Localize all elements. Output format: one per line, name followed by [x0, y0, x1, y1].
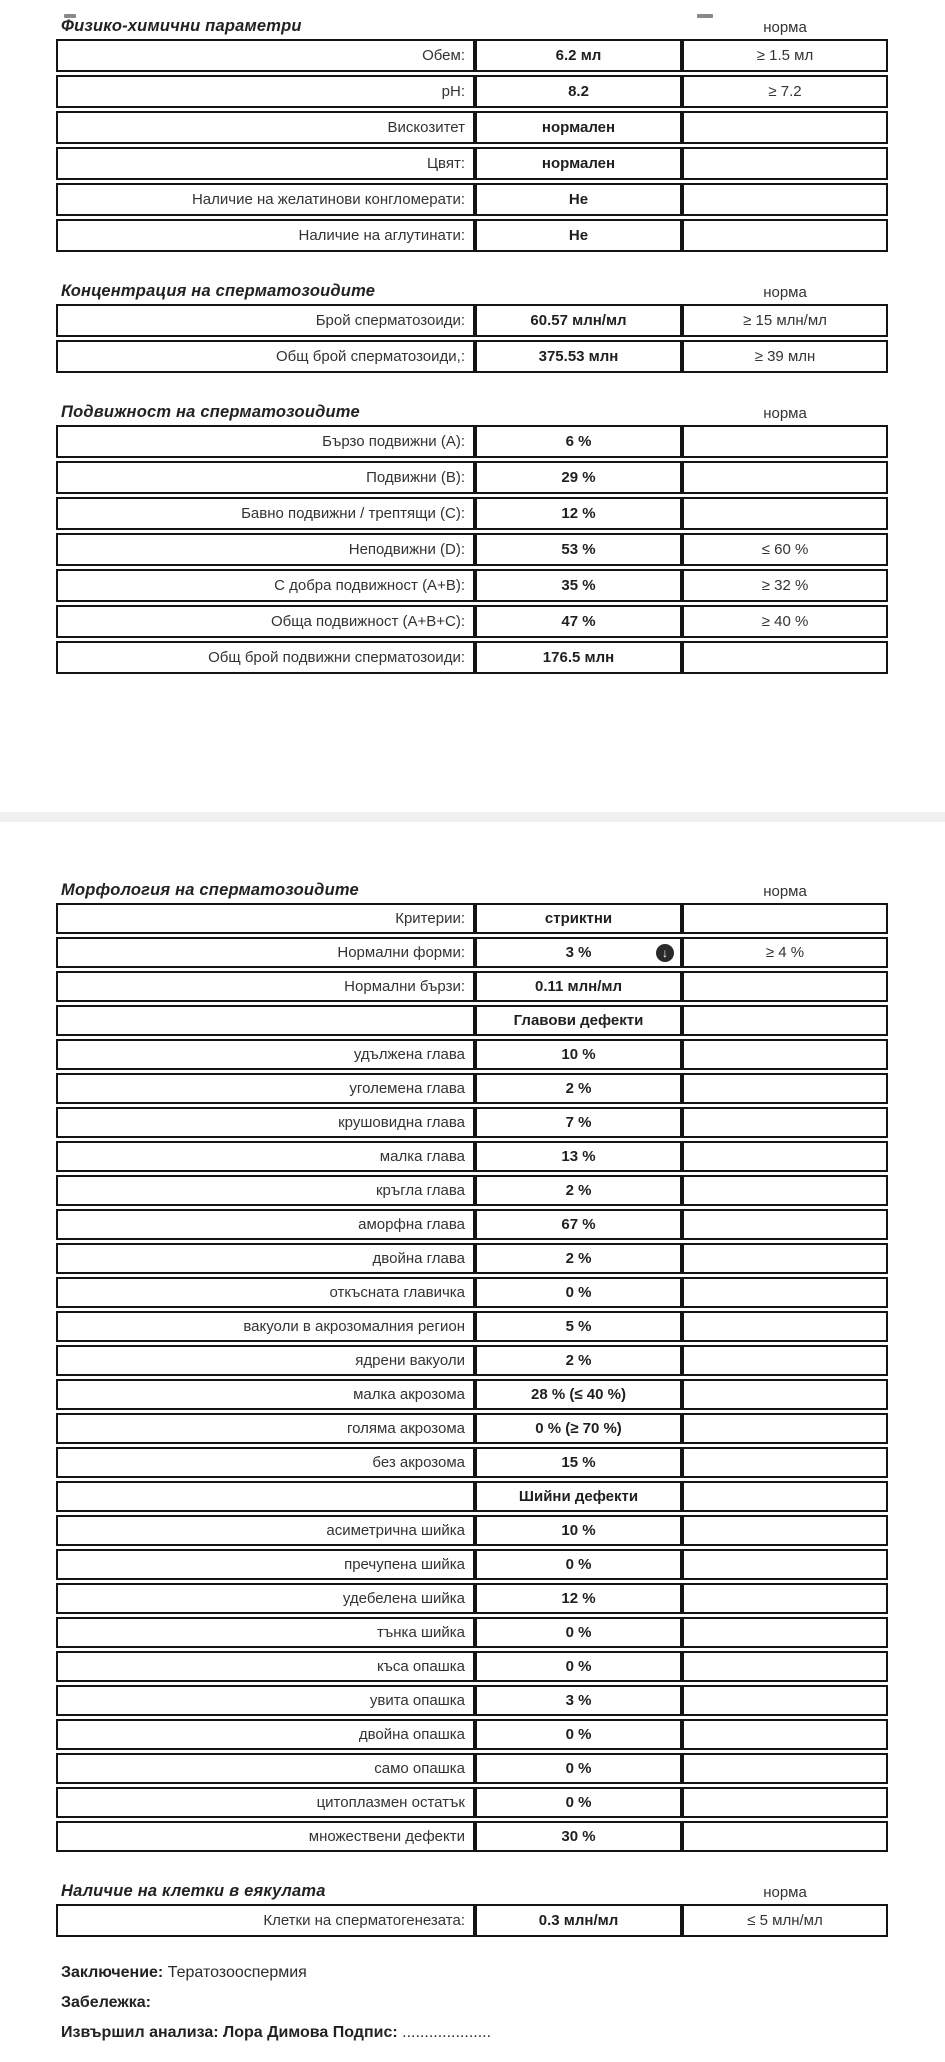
section-header [56, 400, 888, 422]
row-label: без акрозома [56, 1447, 475, 1478]
table-row [56, 1277, 888, 1308]
table-row [56, 1209, 888, 1240]
conclusion-value: Тератозооспермия [167, 1964, 307, 1981]
row-label: Общ брой сперматозоиди,: [56, 340, 475, 373]
row-norm [682, 1141, 888, 1172]
row-norm: ≥ 4 % [682, 937, 888, 968]
section-header [56, 14, 888, 36]
row-label: вакуоли в акрозомалния регион [56, 1311, 475, 1342]
section-title: Концентрация на сперматозоидите [61, 282, 376, 300]
row-value: 47 % [475, 605, 682, 638]
row-label: удебелена шийка [56, 1583, 475, 1614]
row-value: 0 % (≥ 70 %) [475, 1413, 682, 1444]
row-norm [682, 1413, 888, 1444]
row-norm [682, 1311, 888, 1342]
norm-column-header: норма [763, 883, 807, 900]
row-label: Общ брой подвижни сперматозоиди: [56, 641, 475, 674]
row-value: 2 % [475, 1243, 682, 1274]
section-header [56, 878, 888, 900]
row-norm [682, 1005, 888, 1036]
below-norm-arrow-icon: ↓ [656, 944, 674, 962]
table-row [56, 183, 888, 216]
row-norm: ≥ 40 % [682, 605, 888, 638]
conclusion-line [61, 1964, 888, 1982]
norm-column-header: норма [763, 19, 807, 36]
row-value: 35 % [475, 569, 682, 602]
row-value: 3 % ↓ [475, 937, 682, 968]
table-row [56, 1447, 888, 1478]
row-value: 10 % [475, 1039, 682, 1070]
signature-dots-line: .................... [402, 2024, 492, 2041]
row-norm [682, 1583, 888, 1614]
row-label: крушовидна глава [56, 1107, 475, 1138]
row-label [56, 1005, 475, 1036]
row-label: Наличие на аглутинати: [56, 219, 475, 252]
table-row [56, 1617, 888, 1648]
section-table [56, 301, 888, 376]
row-norm [682, 1175, 888, 1206]
row-norm [682, 971, 888, 1002]
row-label: Подвижни (B): [56, 461, 475, 494]
row-label: кръгла глава [56, 1175, 475, 1206]
row-value: 28 % (≤ 40 %) [475, 1379, 682, 1410]
row-value: стриктни [475, 903, 682, 934]
table-row [56, 219, 888, 252]
row-label: малка глава [56, 1141, 475, 1172]
row-norm [682, 1209, 888, 1240]
row-value: 0 % [475, 1617, 682, 1648]
row-value: 29 % [475, 461, 682, 494]
row-norm [682, 1039, 888, 1070]
table-row [56, 1549, 888, 1580]
table-row [56, 1073, 888, 1104]
row-label: Обща подвижност (A+B+C): [56, 605, 475, 638]
row-label: Нормални форми: [56, 937, 475, 968]
table-row [56, 971, 888, 1002]
row-norm: ≥ 1.5 мл [682, 39, 888, 72]
conclusion-label: Заключение: [61, 1964, 164, 1981]
row-label: Брой сперматозоиди: [56, 304, 475, 337]
row-norm [682, 1515, 888, 1546]
table-row [56, 461, 888, 494]
row-value: 5 % [475, 1311, 682, 1342]
table-row [56, 497, 888, 530]
row-norm [682, 1651, 888, 1682]
table-row [56, 304, 888, 337]
row-label: Клетки на сперматогенезата: [56, 1904, 475, 1937]
row-norm [682, 1719, 888, 1750]
analyst-line [61, 2024, 888, 2042]
table-row [56, 425, 888, 458]
signature-label: Подпис: [332, 2024, 398, 2041]
row-norm [682, 1753, 888, 1784]
row-value: 60.57 млн/мл [475, 304, 682, 337]
table-row [56, 1685, 888, 1716]
table-row [56, 1515, 888, 1546]
table-row [56, 1719, 888, 1750]
row-norm [682, 1787, 888, 1818]
section-table [56, 36, 888, 255]
report-sections [56, 14, 888, 1940]
row-label: двойна глава [56, 1243, 475, 1274]
row-norm [682, 219, 888, 252]
row-norm [682, 1617, 888, 1648]
row-label: С добра подвижност (A+B): [56, 569, 475, 602]
norm-column-header: норма [763, 284, 807, 301]
row-norm [682, 1821, 888, 1852]
row-label: Бързо подвижни (A): [56, 425, 475, 458]
row-value: 0 % [475, 1753, 682, 1784]
table-row [56, 75, 888, 108]
page-break-band [0, 812, 945, 822]
table-row [56, 1039, 888, 1070]
row-value: 2 % [475, 1175, 682, 1206]
row-value: нормален [475, 147, 682, 180]
row-label: двойна опашка [56, 1719, 475, 1750]
row-norm [682, 1277, 888, 1308]
row-value: 176.5 млн [475, 641, 682, 674]
row-value: 6.2 мл [475, 39, 682, 72]
row-label [56, 1481, 475, 1512]
row-norm [682, 425, 888, 458]
row-value: нормален [475, 111, 682, 144]
row-value: 30 % [475, 1821, 682, 1852]
table-row [56, 39, 888, 72]
row-value: 7 % [475, 1107, 682, 1138]
row-norm [682, 1549, 888, 1580]
row-norm [682, 641, 888, 674]
section-table [56, 1901, 888, 1940]
section-header [56, 279, 888, 301]
row-value: 12 % [475, 1583, 682, 1614]
norm-column-header: норма [763, 1884, 807, 1901]
row-label: Обем: [56, 39, 475, 72]
table-row [56, 1821, 888, 1852]
table-row [56, 1311, 888, 1342]
row-norm [682, 1243, 888, 1274]
table-row [56, 1481, 888, 1512]
table-row [56, 533, 888, 566]
row-label: Цвят: [56, 147, 475, 180]
row-label: уголемена глава [56, 1073, 475, 1104]
table-row [56, 1005, 888, 1036]
row-norm: ≤ 5 млн/мл [682, 1904, 888, 1937]
row-norm [682, 111, 888, 144]
row-label: увита опашка [56, 1685, 475, 1716]
section-table [56, 900, 888, 1855]
table-row [56, 1141, 888, 1172]
section-title: Физико-химични параметри [61, 17, 302, 35]
row-norm: ≥ 7.2 [682, 75, 888, 108]
table-row [56, 147, 888, 180]
subsection-header: Главови дефекти [475, 1005, 682, 1036]
table-row [56, 1651, 888, 1682]
section-title: Подвижност на сперматозоидите [61, 403, 360, 421]
table-row [56, 1753, 888, 1784]
row-label: удължена глава [56, 1039, 475, 1070]
table-row [56, 605, 888, 638]
report-footer [56, 1964, 888, 2042]
row-norm [682, 1481, 888, 1512]
table-row [56, 641, 888, 674]
row-value: 0 % [475, 1549, 682, 1580]
row-norm [682, 497, 888, 530]
row-label: Бавно подвижни / трептящи (C): [56, 497, 475, 530]
norm-column-header: норма [763, 405, 807, 422]
row-value: 0.3 млн/мл [475, 1904, 682, 1937]
row-norm: ≥ 32 % [682, 569, 888, 602]
row-norm [682, 1685, 888, 1716]
analyst-name: Лора Димова [223, 2024, 329, 2041]
row-label: Неподвижни (D): [56, 533, 475, 566]
row-value: Не [475, 183, 682, 216]
row-value: 6 % [475, 425, 682, 458]
section-title: Морфология на сперматозоидите [61, 881, 359, 899]
row-label: само опашка [56, 1753, 475, 1784]
row-norm [682, 903, 888, 934]
row-label: голяма акрозома [56, 1413, 475, 1444]
row-label: откъсната главичка [56, 1277, 475, 1308]
row-value: 15 % [475, 1447, 682, 1478]
row-value: 10 % [475, 1515, 682, 1546]
table-row [56, 1904, 888, 1937]
table-row [56, 1345, 888, 1376]
table-row [56, 937, 888, 968]
row-norm [682, 1073, 888, 1104]
row-value: 3 % [475, 1685, 682, 1716]
row-value: 13 % [475, 1141, 682, 1172]
row-norm [682, 1107, 888, 1138]
row-label: Нормални бързи: [56, 971, 475, 1002]
row-norm [682, 1345, 888, 1376]
note-label: Забележка: [61, 1994, 151, 2011]
row-label: малка акрозома [56, 1379, 475, 1410]
table-row [56, 340, 888, 373]
table-row [56, 569, 888, 602]
table-row [56, 1379, 888, 1410]
table-row [56, 1583, 888, 1614]
table-row [56, 1243, 888, 1274]
table-row [56, 1175, 888, 1206]
row-norm [682, 147, 888, 180]
row-value: 0 % [475, 1651, 682, 1682]
table-row [56, 903, 888, 934]
row-norm [682, 183, 888, 216]
row-label: ядрени вакуоли [56, 1345, 475, 1376]
table-row [56, 1107, 888, 1138]
row-label: асиметрична шийка [56, 1515, 475, 1546]
section-header [56, 1879, 888, 1901]
row-label: множествени дефекти [56, 1821, 475, 1852]
row-norm: ≥ 15 млн/мл [682, 304, 888, 337]
row-label: къса опашка [56, 1651, 475, 1682]
analyst-label: Извършил анализа: [61, 2024, 219, 2041]
row-value: 0 % [475, 1719, 682, 1750]
row-label: тънка шийка [56, 1617, 475, 1648]
table-row [56, 111, 888, 144]
table-row [56, 1787, 888, 1818]
row-norm [682, 1379, 888, 1410]
row-norm [682, 461, 888, 494]
lab-report-document [0, 14, 945, 2042]
row-value: 67 % [475, 1209, 682, 1240]
row-label: цитоплазмен остатък [56, 1787, 475, 1818]
row-norm: ≥ 39 млн [682, 340, 888, 373]
row-value: 0 % [475, 1787, 682, 1818]
row-value: 0.11 млн/мл [475, 971, 682, 1002]
row-value: 375.53 млн [475, 340, 682, 373]
row-value: 2 % [475, 1073, 682, 1104]
row-norm [682, 1447, 888, 1478]
row-norm: ≤ 60 % [682, 533, 888, 566]
table-row [56, 1413, 888, 1444]
row-value: 53 % [475, 533, 682, 566]
section-table [56, 422, 888, 677]
section-title: Наличие на клетки в еякулата [61, 1882, 326, 1900]
row-label: Критерии: [56, 903, 475, 934]
row-label: pH: [56, 75, 475, 108]
row-label: Вискозитет [56, 111, 475, 144]
row-value: 2 % [475, 1345, 682, 1376]
subsection-header: Шийни дефекти [475, 1481, 682, 1512]
row-label: аморфна глава [56, 1209, 475, 1240]
row-value: Не [475, 219, 682, 252]
row-value: 0 % [475, 1277, 682, 1308]
note-line [61, 1994, 888, 2012]
row-value: 12 % [475, 497, 682, 530]
row-label: Наличие на желатинови конгломерати: [56, 183, 475, 216]
row-label: пречупена шийка [56, 1549, 475, 1580]
row-value: 8.2 [475, 75, 682, 108]
